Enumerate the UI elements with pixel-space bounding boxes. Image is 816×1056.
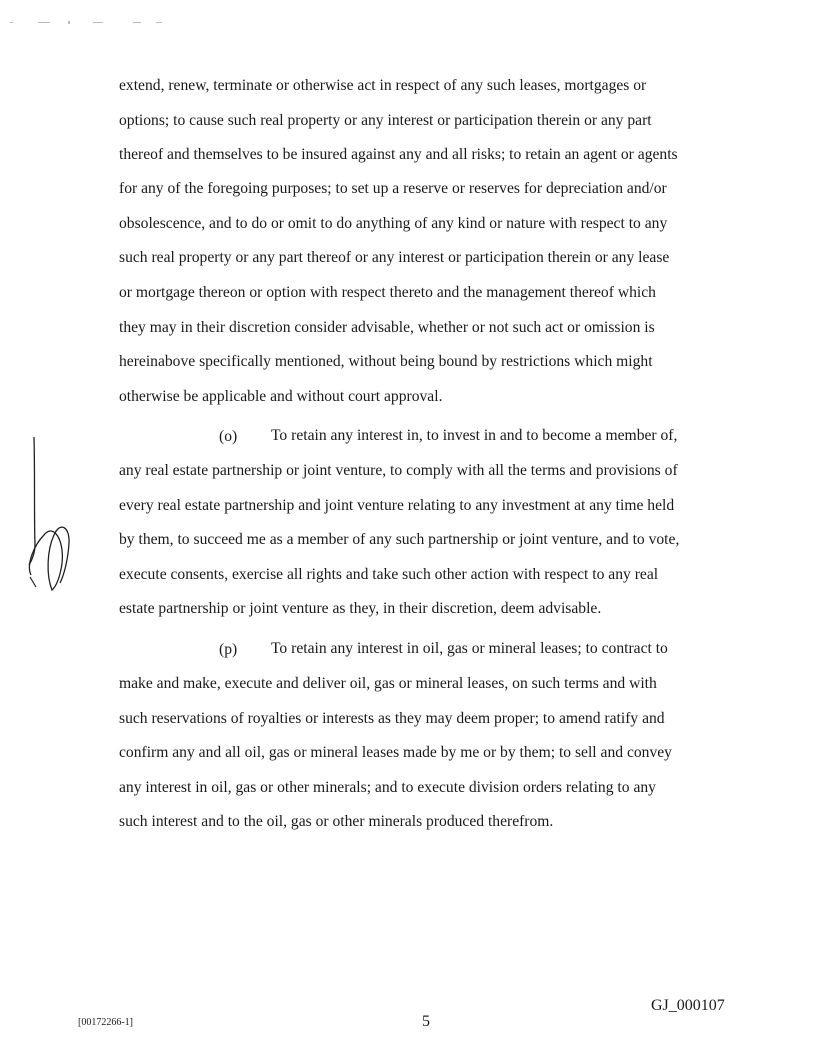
text-line: such real property or any part thereof or any interest or participation therein or any lease bbox=[119, 249, 670, 266]
text-line: make and make, execute and deliver oil, gas or mineral leases, on such terms and with bbox=[119, 675, 657, 692]
paragraph-marker: (p) bbox=[219, 641, 238, 658]
text-line: otherwise be applicable and without court approval. bbox=[119, 388, 443, 405]
text-line: To retain any interest in oil, gas or mineral leases; to contract to bbox=[271, 640, 668, 657]
text-line: obsolescence, and to do or omit to do anything of any kind or nature with respect to any bbox=[119, 215, 668, 232]
text-line: extend, renew, terminate or otherwise act in respect of any such leases, mortgages or bbox=[119, 77, 647, 94]
text-line: thereof and themselves to be insured against any and all risks; to retain an agent or agents bbox=[119, 146, 678, 163]
page-number: 5 bbox=[422, 1013, 430, 1030]
text-line: execute consents, exercise all rights and take such other action with respect to any real bbox=[119, 566, 659, 583]
text-line: they may in their discretion consider advisable, whether or not such act or omission is bbox=[119, 319, 655, 336]
handwritten-initials bbox=[22, 425, 82, 605]
text-line: every real estate partnership and joint venture relating to any investment at any time held bbox=[119, 497, 675, 514]
paragraph-marker: (o) bbox=[219, 428, 238, 445]
bates-number: GJ_000107 bbox=[651, 997, 725, 1014]
text-line: by them, to succeed me as a member of any such partnership or joint venture, and to vote, bbox=[119, 531, 680, 548]
text-line: any real estate partnership or joint venture, to comply with all the terms and provisions of bbox=[119, 462, 678, 479]
text-line: such reservations of royalties or interests as they may deem proper; to amend ratify and bbox=[119, 710, 665, 727]
scan-artifact bbox=[8, 20, 178, 26]
text-line: estate partnership or joint venture as they, in their discretion, deem advisable. bbox=[119, 600, 602, 617]
text-line: or mortgage thereon or option with respect thereto and the management thereof which bbox=[119, 284, 656, 301]
text-line: confirm any and all oil, gas or mineral leases made by me or by them; to sell and convey bbox=[119, 744, 672, 761]
document-id: [00172266-1] bbox=[78, 1017, 133, 1028]
text-line: for any of the foregoing purposes; to set up a reserve or reserves for depreciation and/or bbox=[119, 180, 667, 197]
text-line: such interest and to the oil, gas or other minerals produced therefrom. bbox=[119, 813, 554, 830]
text-line: hereinabove specifically mentioned, without being bound by restrictions which might bbox=[119, 353, 653, 370]
text-line: options; to cause such real property or any interest or participation therein or any part bbox=[119, 112, 652, 129]
text-line: To retain any interest in, to invest in and to become a member of, bbox=[271, 427, 678, 444]
text-line: any interest in oil, gas or other minerals; and to execute division orders relating to any bbox=[119, 779, 656, 796]
